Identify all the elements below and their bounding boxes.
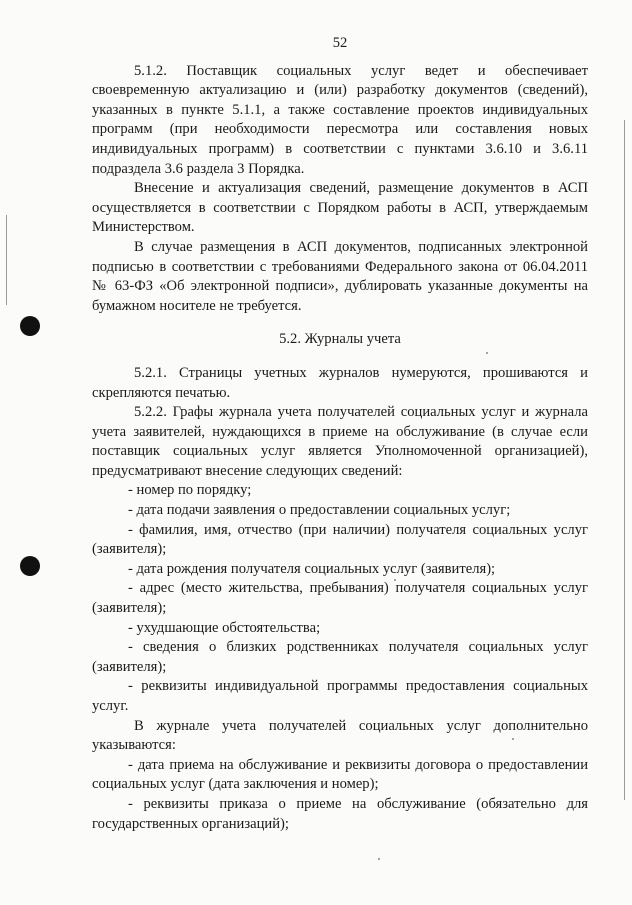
page-right-edge (624, 120, 625, 800)
list-item: - дата рождения получателя социальных услуг (заявителя); (128, 560, 496, 577)
paragraph-electronic-signature: В случае размещения в АСП документов, подписанных электронной подписью в соответствии с требованиями Федерального закона от 06.04.2011 № 63-ФЗ «Об электронной подписи», дублировать указанные документы на бумажном носителе не требуется. (92, 238, 588, 314)
paragraph-asp-updates: Внесение и актуализация сведений, размещение документов в АСП осуществляется в соответствии с Порядком работы в АСП, утверждаемым Министерством. (92, 180, 588, 236)
scan-speck (378, 858, 380, 860)
list-item: - дата приема на обслуживание и реквизиты договора о предоставлении социальных услуг (дата заключения и номер); (92, 756, 588, 793)
list-item: - сведения о близких родственниках получателя социальных услуг (заявителя); (92, 639, 588, 675)
list-item: - ухудшающие обстоятельства; (128, 619, 321, 636)
list-item: - номер по порядку; (128, 482, 252, 499)
document-page (92, 34, 588, 834)
paragraph-additional: В журнале учета получателей социальных услуг дополнительно указываются: (92, 717, 588, 754)
binder-hole-bottom (20, 556, 40, 576)
paragraph-5-1-2: 5.1.2. Поставщик социальных услуг ведет и обеспечивает своевременную актуализацию и (или) разработку документов (сведений), указанных в пункте 5.1.1, а также составление проектов индивидуальных программ (при необходимости пересмотра или составления новых индивидуальных программ) в соответствии с пунктами 3.6.10 и 3.6.11 подраздела 3.6 раздела 3 Порядка. (92, 62, 588, 177)
binder-hole-top (20, 316, 40, 336)
paragraph-5-2-2: 5.2.2. Графы журнала учета получателей социальных услуг и журнала учета заявителей, нуждающихся в приеме на обслуживание (в случае если поставщик социальных услуг является Уполномоченной организацией), предусматривают внесение следующих сведений: (92, 404, 588, 479)
page-number: 52 (332, 35, 348, 51)
list-item: - адрес (место жительства, пребывания) получателя социальных услуг (заявителя); (92, 580, 588, 617)
list-item: - реквизиты приказа о приеме на обслуживание (обязательно для государственных организаций); (92, 795, 588, 832)
list-item: - фамилия, имя, отчество (при наличии) получателя социальных услуг (заявителя); (92, 521, 588, 558)
paragraph-5-2-1: 5.2.1. Страницы учетных журналов нумеруются, прошиваются и скрепляются печатью. (92, 364, 588, 401)
list-item: - реквизиты индивидуальной программы предоставления социальных услуг. (92, 678, 588, 714)
list-item: - дата подачи заявления о предоставлении социальных услуг; (128, 502, 511, 519)
page-left-edge (6, 215, 7, 305)
section-heading: 5.2. Журналы учета (279, 331, 401, 348)
